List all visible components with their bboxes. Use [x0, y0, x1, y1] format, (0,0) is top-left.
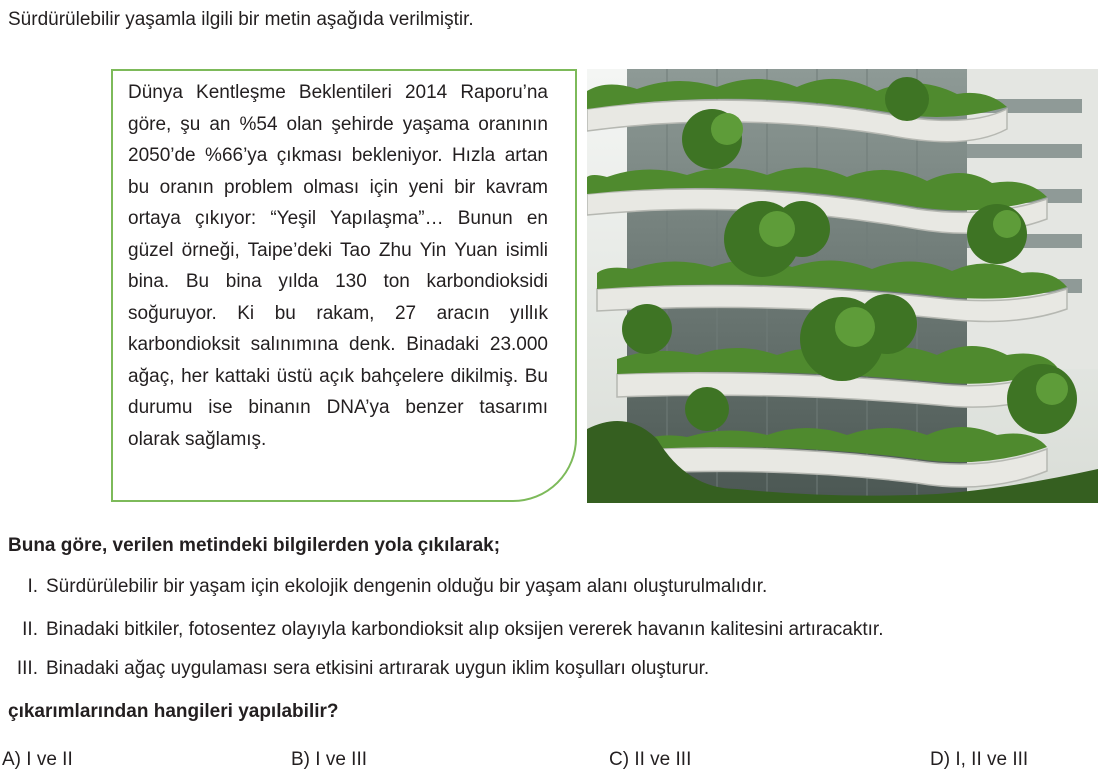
option-c[interactable]	[609, 748, 691, 772]
statement-text: Binadaki bitkiler, fotosentez olayıyla karbondioksit alıp oksijen vererek havanın kalitesini artıracaktır.	[46, 619, 884, 640]
statement-text: Binadaki ağaç uygulaması sera etkisini artırarak uygun iklim koşulları oluşturur.	[46, 658, 710, 679]
statement-number: II.	[22, 619, 38, 640]
option-text: I ve III	[315, 749, 368, 770]
statement-number: I.	[27, 576, 38, 597]
option-a[interactable]	[2, 748, 73, 772]
option-d[interactable]	[930, 748, 1028, 772]
statement-i	[8, 575, 767, 599]
statement-ii	[8, 618, 883, 642]
green-building-photo	[587, 69, 1098, 503]
option-b[interactable]	[291, 748, 367, 772]
option-label: A)	[2, 749, 21, 770]
option-label: C)	[609, 749, 630, 770]
statement-text: Sürdürülebilir bir yaşam için ekolojik dengenin olduğu bir yaşam alanı oluşturulmalıdır.	[46, 576, 768, 597]
intro-text: Sürdürülebilir yaşamla ilgili bir metin aşağıda verilmiştir.	[8, 9, 474, 30]
option-label: D)	[930, 749, 951, 770]
option-text: I ve II	[26, 749, 73, 770]
option-text: I, II ve III	[955, 749, 1029, 770]
statement-iii	[8, 657, 709, 681]
option-label: B)	[291, 749, 310, 770]
question-end: çıkarımlarından hangileri yapılabilir?	[8, 701, 339, 722]
question-stem: Buna göre, verilen metindeki bilgilerden yola çıkılarak;	[8, 535, 501, 556]
option-text: II ve III	[634, 749, 692, 770]
passage-text: Dünya Kentleşme Beklentileri 2014 Raporu’na göre, şu an %54 olan şehirde yaşama oranının 2050’de %66’ya çıkması bekleniyor. Hızla artan bu oranın problem olması için yeni bir kavram ortaya çıkıyor: “Yeşil Yapılaşma”… Bunun en güzel örneği, Taipe’deki Tao Zhu Yin Yuan isimli bina. Bu bina yılda 130 ton karbondioksidi soğuruyor. Ki bu rakam, 27 aracın yıllık karbondioksit salınımına denk. Binadaki 23.000 ağaç, her kattaki üstü açık bahçelere dikilmiş. Bu durumu ise binanın DNA’ya benzer tasarımı olarak sağlamış.	[128, 82, 548, 450]
green-building-illustration	[587, 69, 1098, 503]
statement-number: III.	[16, 658, 38, 679]
